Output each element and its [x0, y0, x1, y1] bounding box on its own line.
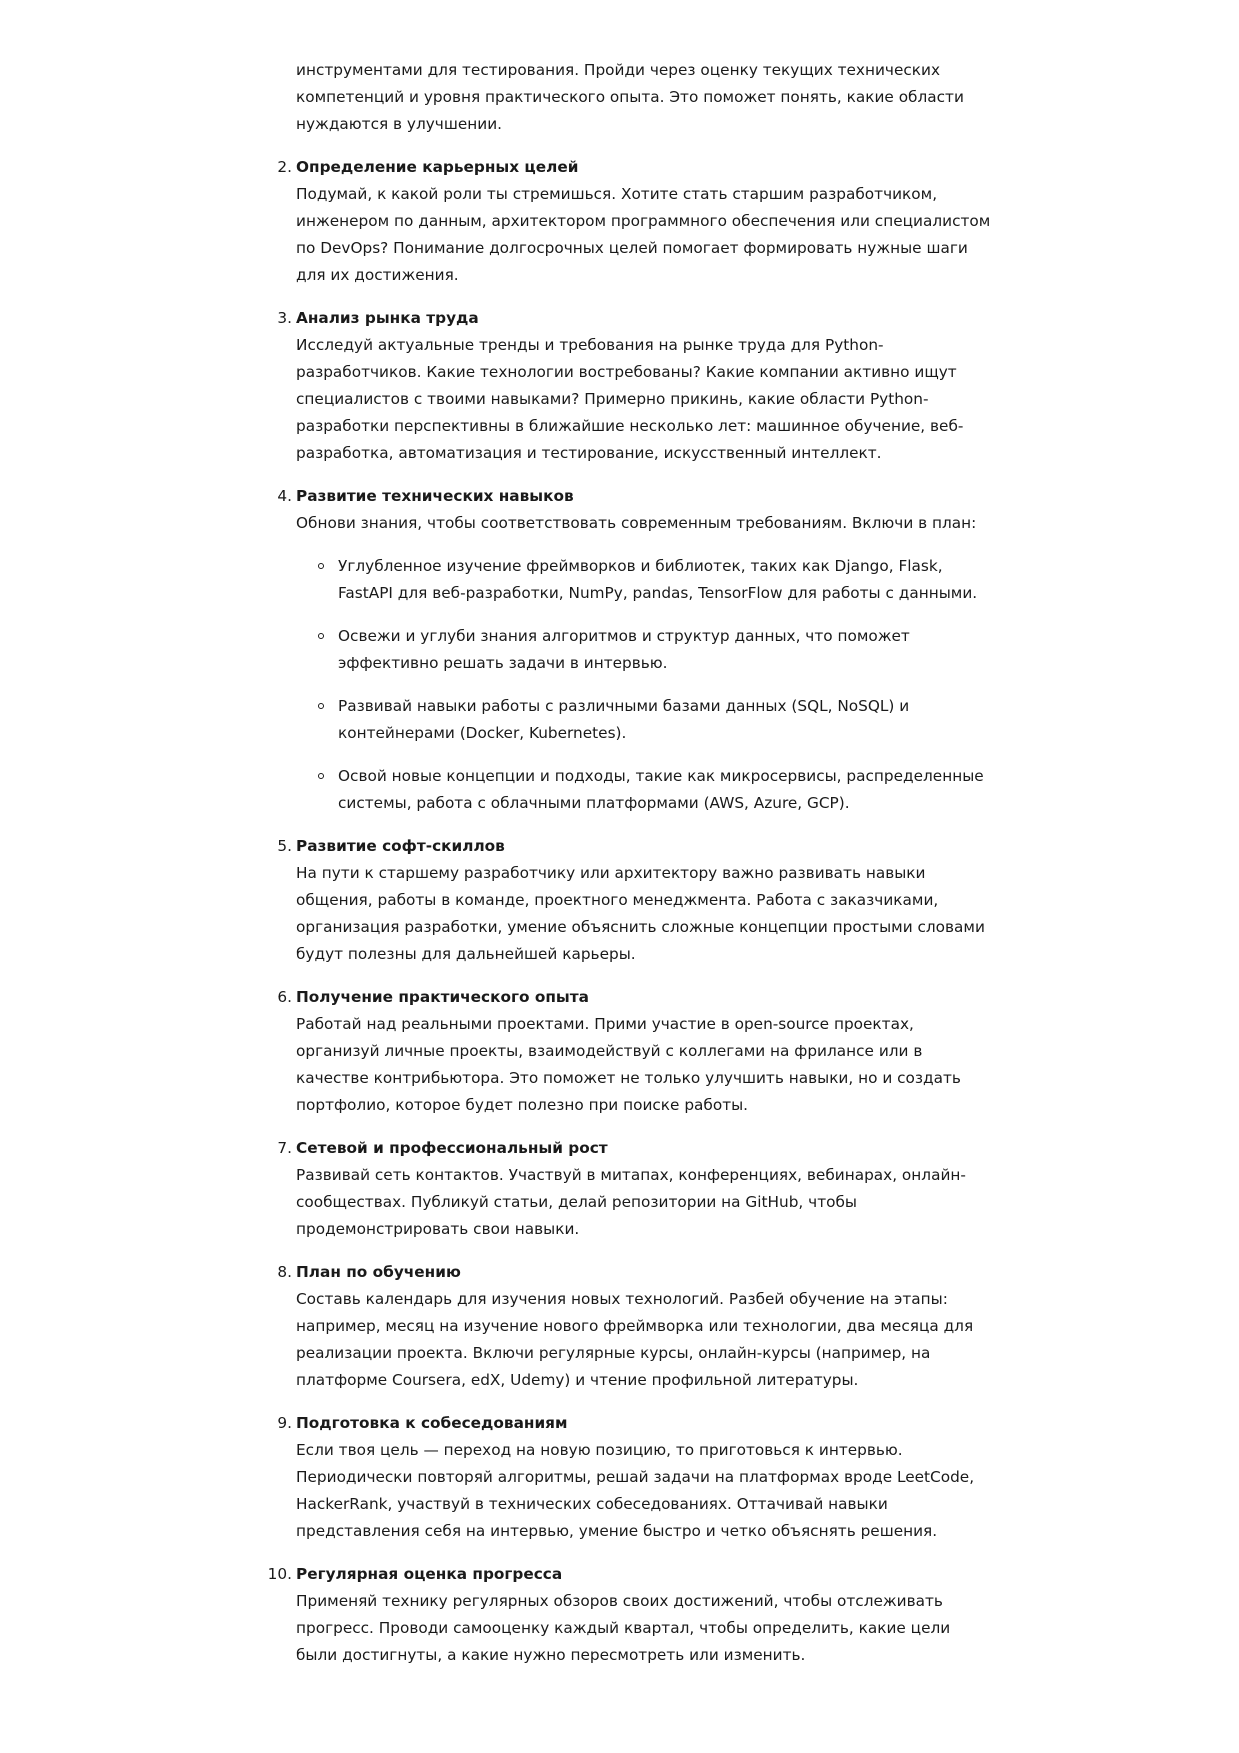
step-number: 3.: [277, 309, 292, 327]
step-title: Развитие технических навыков: [296, 487, 574, 505]
step-title: Сетевой и профессиональный рост: [296, 1139, 608, 1157]
circle-bullet-icon: [318, 633, 324, 639]
step-number: 10.: [267, 1565, 292, 1583]
step-number: 7.: [277, 1139, 292, 1157]
circle-bullet-icon: [318, 773, 324, 779]
list-item: [277, 984, 996, 1119]
intro-paragraph: инструментами для тестирования. Пройди через оценку текущих технических компетенций и уровня практического опыта. Это поможет понять, какие области нуждаются в улучшении.: [296, 61, 964, 133]
step-title: Определение карьерных целей: [296, 158, 579, 176]
step-text: Составь календарь для изучения новых технологий. Разбей обучение на этапы: например, месяц на изучение нового фреймворка или технологии, два месяца для реализации проекта. Включи регулярные курсы, онлайн-курсы (например, на платформе Coursera, edX, Udemy) и чтение профильной литературы.: [296, 1290, 974, 1389]
step-text: Обнови знания, чтобы соответствовать современным требованиям. Включи в план:: [296, 514, 977, 532]
sublist-item-text: Углубленное изучение фреймворков и библиотек, таких как Django, Flask, FastAPI для веб-разработки, NumPy, pandas, TensorFlow для работы с данными.: [338, 557, 978, 602]
step-text: Работай над реальными проектами. Прими участие в open-source проектах, организуй личные проекты, взаимодействуй с коллегами на фрилансе или в качестве контрибьютора. Это поможет не только улучшить навыки, но и создать портфолио, которое будет полезно при поиске работы.: [296, 1015, 961, 1114]
skills-sublist: [296, 553, 996, 817]
step-text: Если твоя цель — переход на новую позицию, то приготовься к интервью. Периодически повторяй алгоритмы, решай задачи на платформах вроде LeetCode, HackerRank, участвуй в технических собеседованиях. Оттачивай навыки представления себя на интервью, умение быстро и четко объяснять решения.: [296, 1441, 975, 1540]
step-number: 4.: [277, 487, 292, 505]
list-item: [267, 1561, 996, 1669]
step-title: Анализ рынка труда: [296, 309, 479, 327]
sublist-item: [296, 763, 996, 817]
step-text: На пути к старшему разработчику или архитектору важно развивать навыки общения, работы в команде, проектного менеджмента. Работа с заказчиками, организация разработки, умение объяснить сложные концепции простыми словами будут полезны для дальнейшей карьеры.: [296, 864, 985, 963]
step-text: Применяй технику регулярных обзоров своих достижений, чтобы отслеживать прогресс. Проводи самооценку каждый квартал, чтобы определить, какие цели были достигнуты, а какие нужно пересмотреть или изменить.: [296, 1592, 951, 1664]
list-item: [277, 1259, 996, 1394]
step-number: 2.: [277, 158, 292, 176]
step-title: Подготовка к собеседованиям: [296, 1414, 568, 1432]
career-steps-list: [267, 154, 996, 1669]
circle-bullet-icon: [318, 563, 324, 569]
step-title: Регулярная оценка прогресса: [296, 1565, 563, 1583]
step-text: Подумай, к какой роли ты стремишься. Хотите стать старшим разработчиком, инженером по данным, архитектором программного обеспечения или специалистом по DevOps? Понимание долгосрочных целей помогает формировать нужные шаги для их достижения.: [296, 185, 991, 284]
list-item: [277, 483, 996, 817]
step-title: Развитие софт-скиллов: [296, 837, 505, 855]
list-item: [277, 1135, 996, 1243]
sublist-item-text: Развивай навыки работы с различными базами данных (SQL, NoSQL) и контейнерами (Docker, Kubernetes).: [338, 697, 910, 742]
sublist-item: [296, 553, 996, 607]
list-item: [277, 305, 996, 467]
step-title: План по обучению: [296, 1263, 461, 1281]
step-number: 6.: [277, 988, 292, 1006]
step-title: Получение практического опыта: [296, 988, 589, 1006]
step-text: Исследуй актуальные тренды и требования на рынке труда для Python-разработчиков. Какие технологии востребованы? Какие компании активно ищут специалистов с твоими навыками? Примерно прикинь, какие области Python-разработки перспективны в ближайшие несколько лет: машинное обучение, веб-разработка, автоматизация и тестирование, искусственный интеллект.: [296, 336, 964, 462]
sublist-item-text: Освежи и углуби знания алгоритмов и структур данных, что поможет эффективно решать задачи в интервью.: [338, 627, 910, 672]
list-item: [277, 833, 996, 968]
list-item: [277, 154, 996, 289]
document-content: [267, 57, 996, 1685]
step-number: 9.: [277, 1414, 292, 1432]
circle-bullet-icon: [318, 703, 324, 709]
sublist-item-text: Освой новые концепции и подходы, такие как микросервисы, распределенные системы, работа с облачными платформами (AWS, Azure, GCP).: [338, 767, 984, 812]
sublist-item: [296, 623, 996, 677]
list-item: [277, 1410, 996, 1545]
step-number: 5.: [277, 837, 292, 855]
sublist-item: [296, 693, 996, 747]
step-text: Развивай сеть контактов. Участвуй в митапах, конференциях, вебинарах, онлайн-сообществах. Публикуй статьи, делай репозитории на GitHub, чтобы продемонстрировать свои навыки.: [296, 1166, 966, 1238]
step-number: 8.: [277, 1263, 292, 1281]
